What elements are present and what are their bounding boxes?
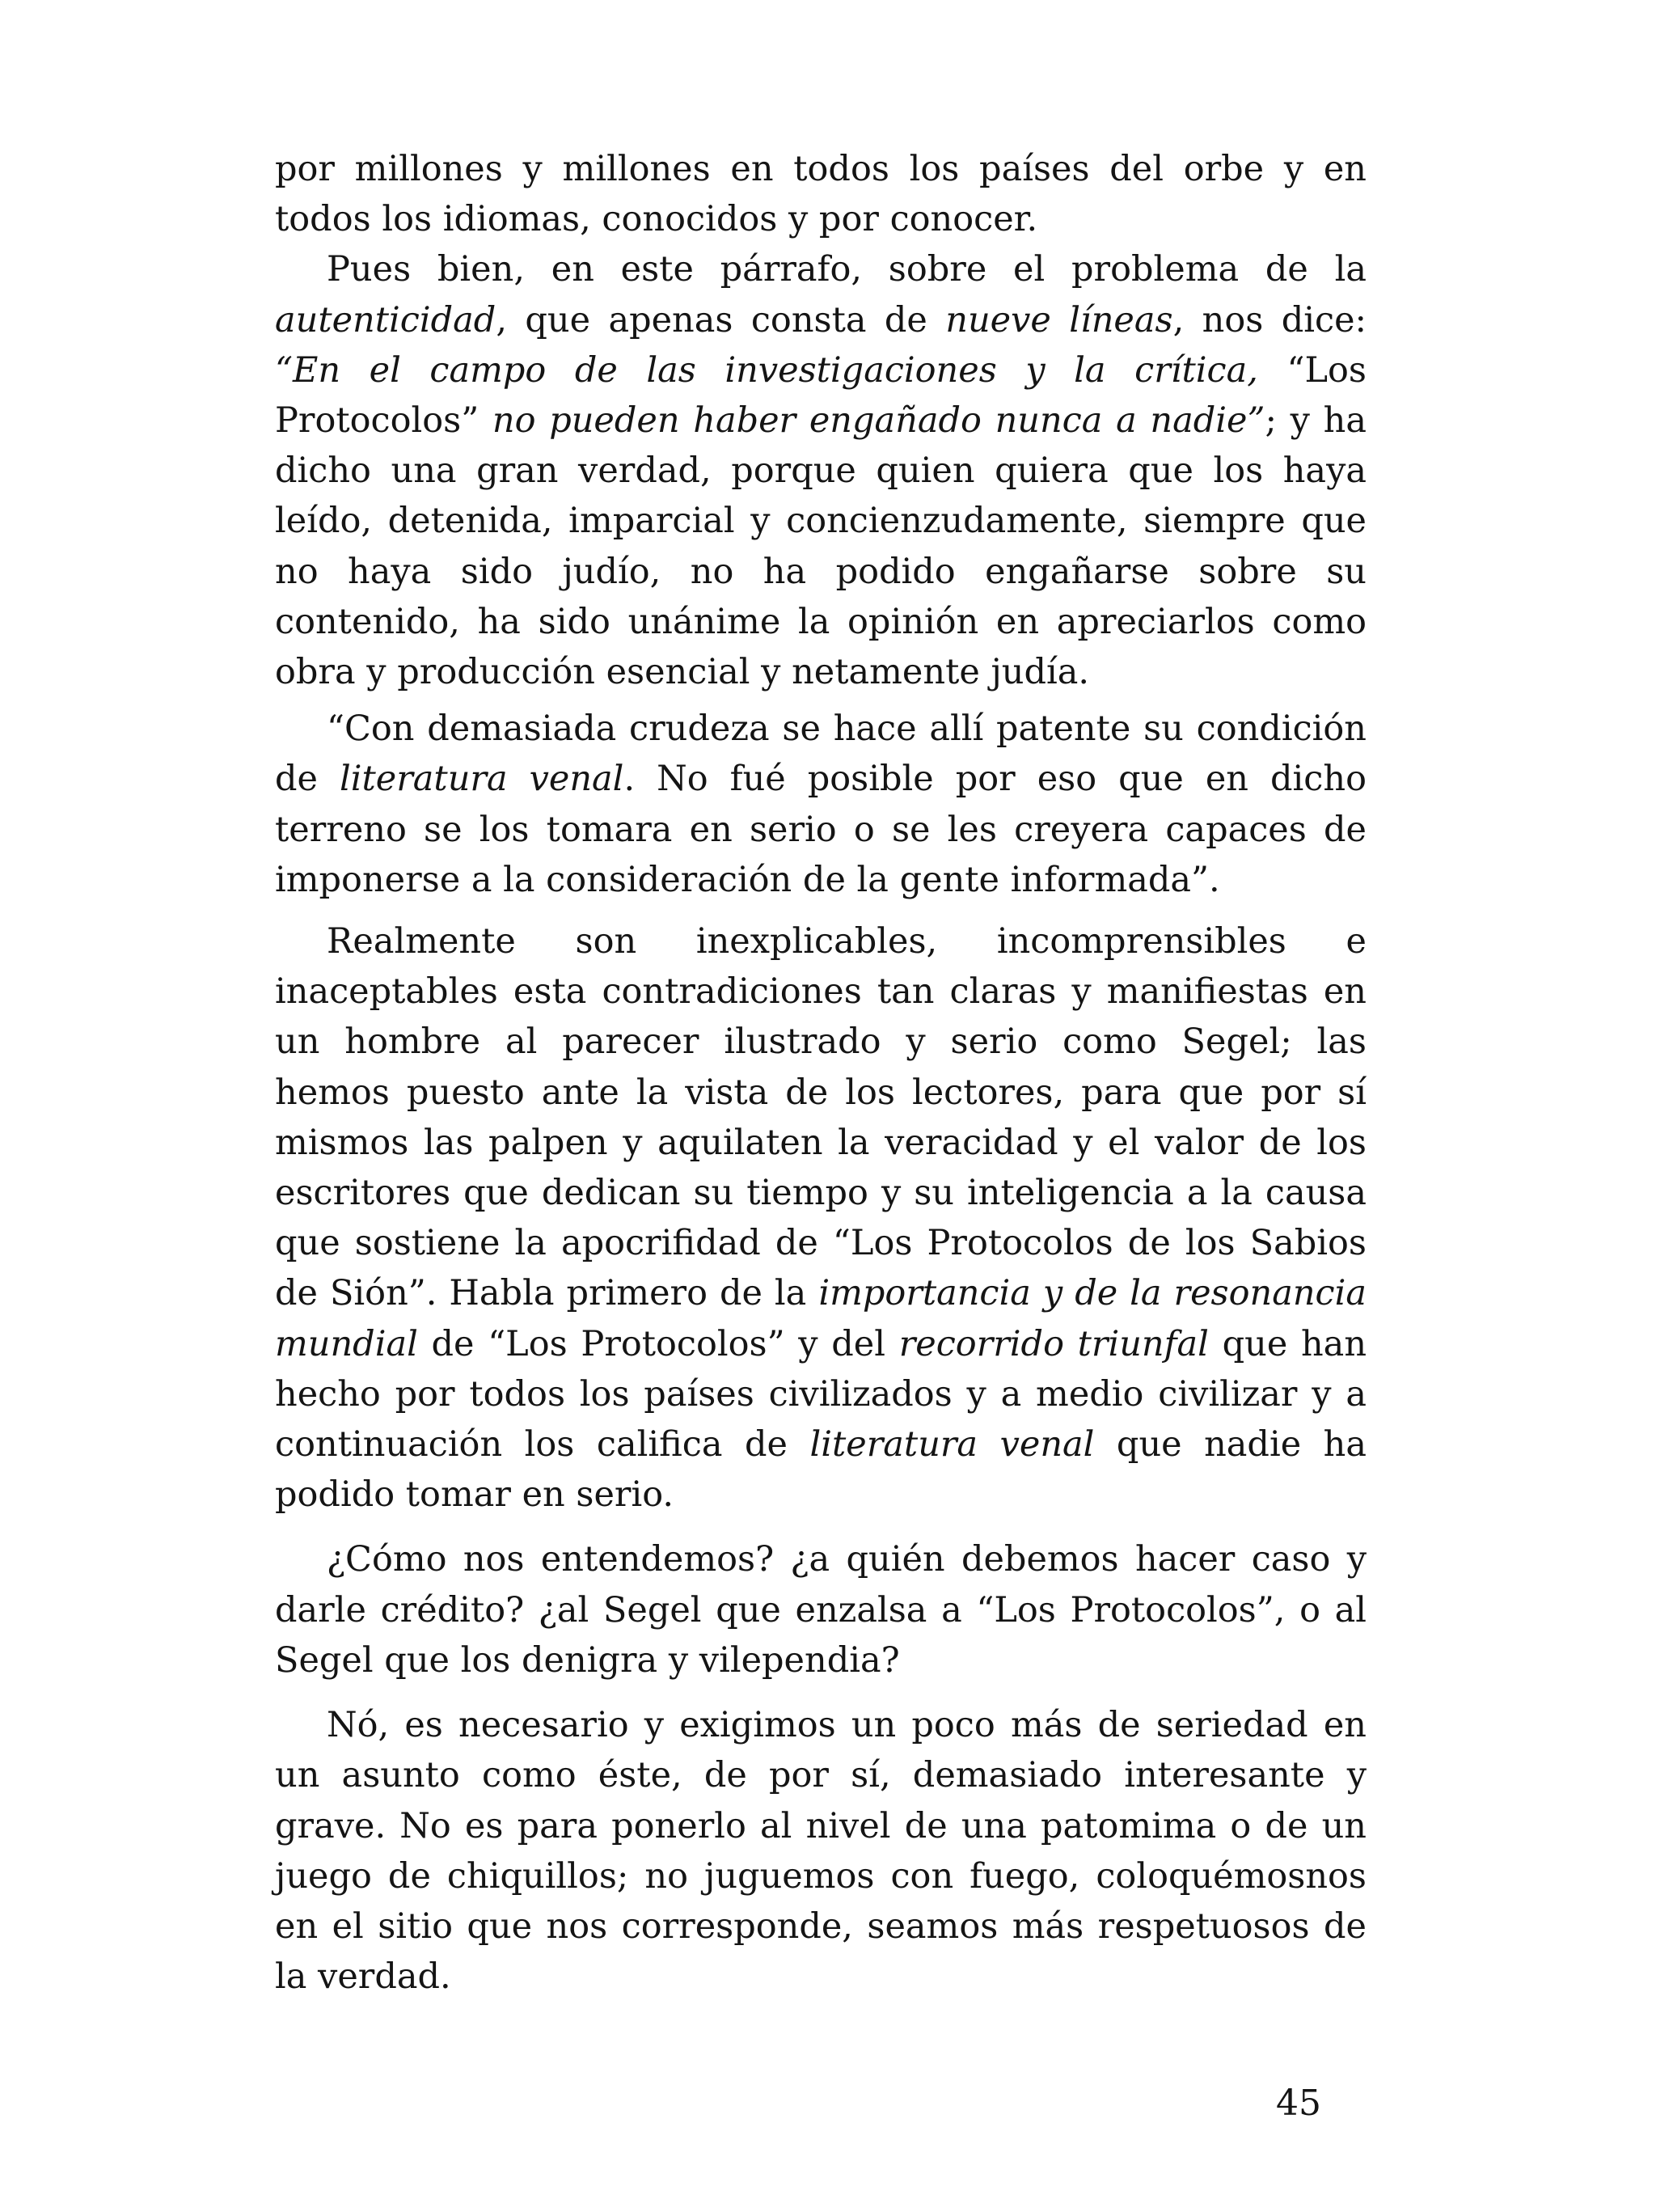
text-run: ; y ha dicho una gran verdad, porque quien quiera que los haya leído, detenida, imparcial y concienzudamente, siempre que no haya sido judío, no ha podido engañarse sobre su contenido, ha sido unánime la opinión en apreciarlos como obra y producción esencial y netamente judía. [275,400,1367,693]
page-body [275,144,1367,2002]
italic-text-run: autenticidad [275,299,496,340]
paragraph-4 [275,916,1367,1520]
text-run: que nadie ha podido tomar en serio. [275,1424,1367,1516]
text-run: Pues bien, en este párrafo, sobre el problema de la [327,249,1367,290]
paragraph-3 [275,704,1367,905]
paragraph-5 [275,1534,1367,1685]
italic-text-run: “En el campo de las investigaciones y la crítica, [275,349,1287,391]
paragraph-2 [275,244,1367,697]
text-run: por millones y millones en todos los países del orbe y en todos los idiomas, conocidos y por conocer. [275,149,1367,240]
text-run: de “Los Protocolos” y del [417,1323,899,1364]
text-run: que han hecho por todos los países civilizados y a medio civilizar y a continuación los califica de [275,1323,1367,1466]
text-run: , que apenas consta de [496,299,946,340]
italic-text-run: literatura venal [340,759,624,800]
text-run: . No fué posible por eso que en dicho terreno se los tomara en serio o se les creyera capaces de imponerse a la consideración de la gente informada”. [275,759,1367,900]
text-run: , nos dice: [1172,299,1367,340]
text-run: ¿Cómo nos entendemos? ¿a quién debemos hacer caso y darle crédito? ¿al Segel que enzalsa a “Los Protocolos”, o al Segel que los denigra y vilependia? [275,1539,1367,1681]
page-number: 45 [1276,2083,1321,2124]
paragraph-1 [275,144,1367,244]
text-run: Realmente son inexplicables, incomprensibles e inaceptables esta contradiciones tan claras y manifiestas en un hombre al parecer ilustrado y serio como Segel; las hemos puesto ante la vista de los lectores, para que por sí mismos las palpen y aquilaten la veracidad y el valor de los escritores que dedican su tiempo y su inteligencia a la causa que sostiene la apocrifidad de “Los Protocolos de los Sabios de Sión”. Habla primero de la [275,921,1367,1314]
italic-text-run: literatura venal [809,1424,1095,1466]
italic-text-run: recorrido triunfal [898,1323,1209,1364]
paragraph-6 [275,1700,1367,2002]
italic-text-run: nueve líneas [945,299,1173,340]
text-run: “Los Protocolos” [275,349,1367,442]
text-run: “Con demasiada crudeza se hace allí patente su condición de [275,708,1367,800]
italic-text-run: importancia y de la resonancia mundial [275,1273,1367,1364]
text-run: Nó, es necesario y exigimos un poco más de seriedad en un asunto como éste, de por sí, demasiado interesante y grave. No es para ponerlo al nivel de una patomima o de un juego de chiquillos; no juguemos con fuego, coloquémosnos en el sitio que nos corresponde, seamos más respetuosos de la verdad. [275,1705,1367,1998]
italic-text-run: no pueden haber engañado nunca a nadie” [492,400,1265,442]
